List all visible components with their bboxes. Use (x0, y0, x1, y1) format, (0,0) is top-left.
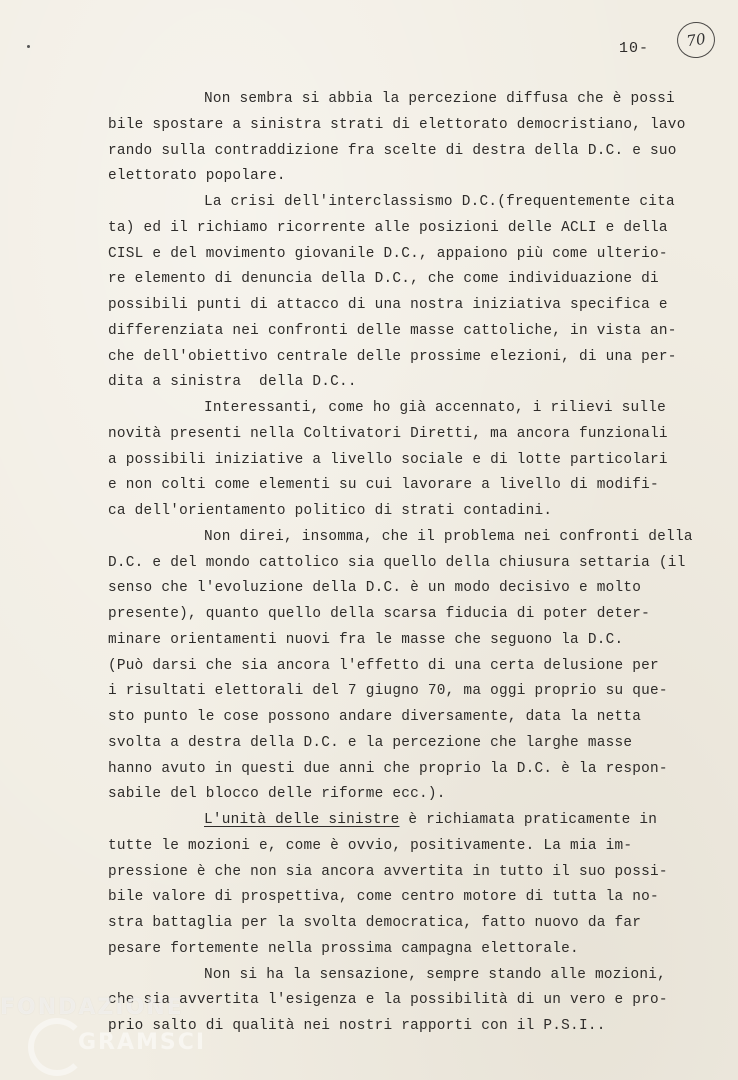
text-line: Non direi, insomma, che il problema nei confronti della (204, 528, 693, 545)
text-line: tutte le mozioni e, come è ovvio, positivamente. La mia im- (108, 837, 633, 854)
text-line: CISL e del movimento giovanile D.C., appaiono più come ulterio- (108, 245, 668, 262)
text-line: Non sembra si abbia la percezione diffusa che è possi (204, 91, 675, 107)
archive-page-stamp: 70 (675, 20, 718, 61)
text-line: sabile del blocco delle riforme ecc.). (108, 786, 446, 803)
text-line: stra battaglia per la svolta democratica, fatto nuovo da far (108, 915, 642, 931)
line-rest: è richiamata praticamente in (399, 812, 658, 828)
text-line: sto punto le cose possono andare diversamente, data la netta (108, 709, 642, 725)
text-line: i risultati elettorali del 7 giugno 70, ma oggi proprio su que- (108, 683, 668, 700)
text-line: bile spostare a sinistra strati di elettorato democristiano, lavo (108, 116, 686, 133)
text-line: novità presenti nella Coltivatori Diretti, ma ancora funzionali (108, 425, 668, 442)
text-line: e non colti come elementi su cui lavorare a livello di modifi- (108, 477, 659, 494)
text-line: che dell'obiettivo centrale delle prossime elezioni, di una per- (108, 348, 677, 365)
text-line: minare orientamenti nuovi fra le masse che seguono la D.C. (108, 631, 624, 648)
text-line: La crisi dell'interclassismo D.C.(frequentemente cita (204, 194, 675, 210)
page-number: 10- (619, 40, 650, 57)
text-line: presente), quanto quello della scarsa fiducia di poter deter- (108, 606, 651, 622)
text-line: Interessanti, come ho già accennato, i rilievi sulle (204, 400, 667, 416)
watermark-text-2: GRAMSCI (78, 1030, 207, 1055)
text-line: re elemento di denuncia della D.C., che come individuazione di (108, 271, 659, 288)
text-line: possibili punti di attacco di una nostra iniziativa specifica e (108, 297, 668, 313)
text-line: pressione è che non sia ancora avvertita in tutto il suo possi- (108, 863, 668, 880)
text-line: svolta a destra della D.C. e la percezione che larghe masse (108, 734, 633, 751)
watermark-text: FONDAZIONE (0, 995, 184, 1020)
text-line: differenziata nei confronti delle masse cattoliche, in vista an- (108, 322, 677, 339)
text-line (108, 808, 708, 834)
text-line: dita a sinistra della D.C.. (108, 374, 357, 391)
text-line: rando sulla contraddizione fra scelte di destra della D.C. e suo (108, 142, 677, 159)
margin-dot (27, 45, 30, 48)
text-line: hanno avuto in questi due anni che proprio la D.C. è la respon- (108, 760, 668, 777)
text-line: pesare fortemente nella prossima campagna elettorale. (108, 940, 579, 957)
text-line: ta) ed il richiamo ricorrente alle posizioni delle ACLI e della (108, 219, 668, 236)
text-line: D.C. e del mondo cattolico sia quello della chiusura settaria (il (108, 554, 686, 571)
text-line: che sia avvertita l'esigenza e la possibilità di un vero e pro- (108, 992, 668, 1009)
text-line: a possibili iniziative a livello sociale e di lotte particolari (108, 451, 668, 468)
text-line: senso che l'evoluzione della D.C. è un modo decisivo e molto (108, 580, 642, 597)
text-line: (Può darsi che sia ancora l'effetto di una certa delusione per (108, 657, 659, 674)
text-line: prio salto di qualità nei nostri rapporti con il P.S.I.. (108, 1018, 606, 1034)
text-line: elettorato popolare. (108, 168, 286, 185)
typed-text-body (108, 87, 708, 1040)
underlined-phrase: L'unità delle sinistre (204, 812, 400, 828)
text-line: bile valore di prospettiva, come centro motore di tutta la no- (108, 889, 659, 906)
text-line: ca dell'orientamento politico di strati contadini. (108, 503, 553, 519)
text-line: Non si ha la sensazione, sempre stando alle mozioni, (204, 966, 667, 983)
